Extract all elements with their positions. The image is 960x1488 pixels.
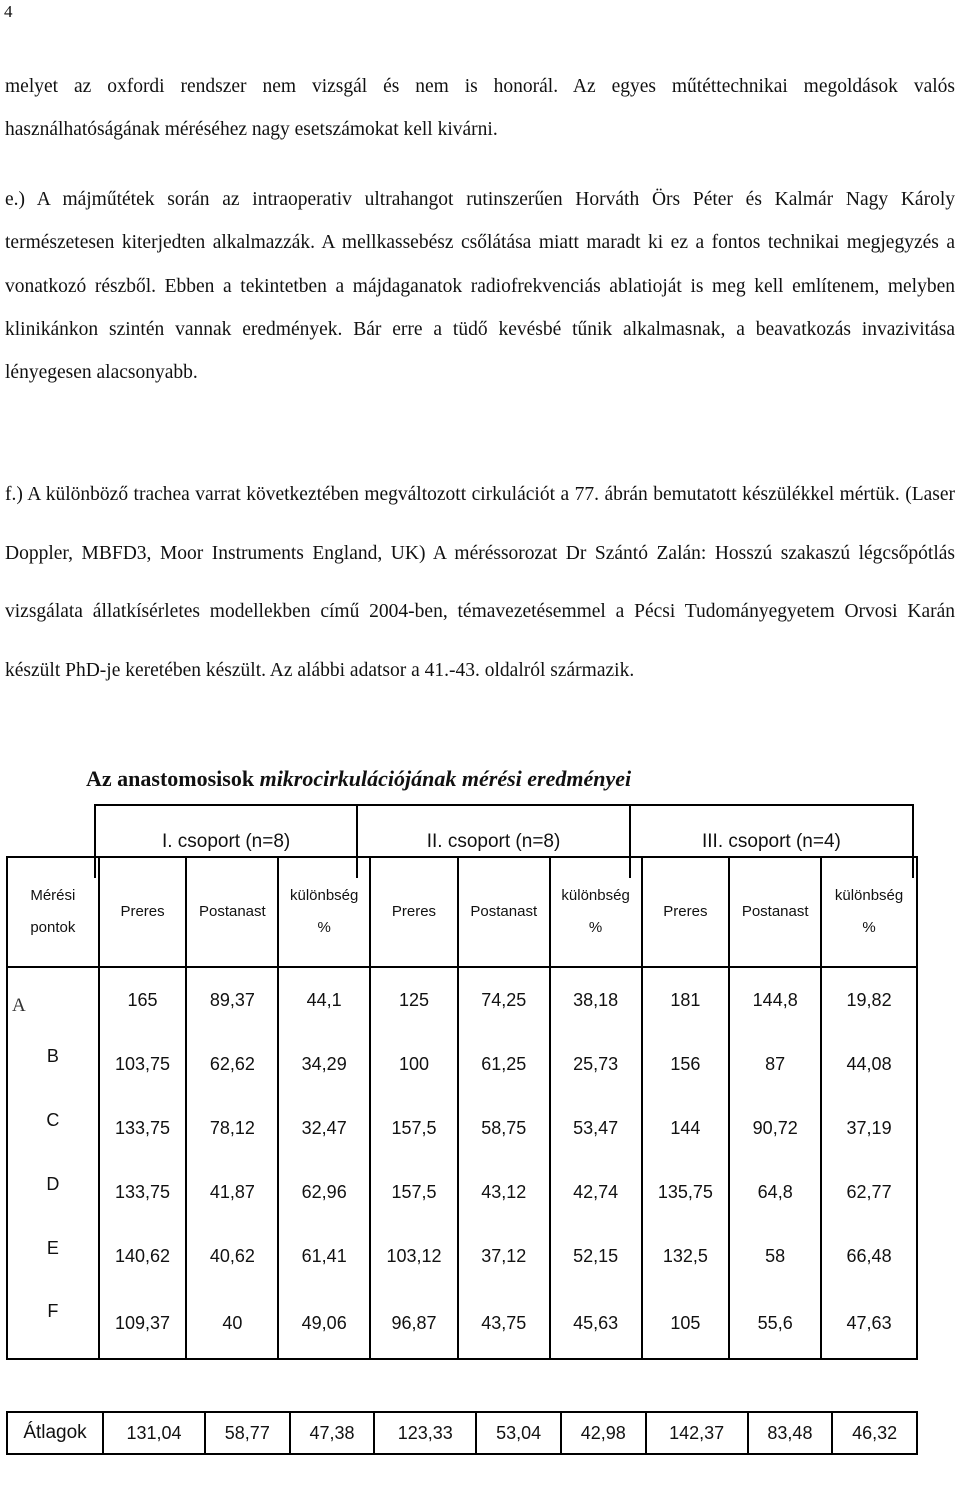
averages-table (6, 1411, 918, 1455)
table-title-plain: Az anastomosisok (86, 766, 260, 791)
table-cell: 43,75 (458, 1288, 550, 1359)
table-row (7, 967, 917, 1032)
averages-label: Átlagok (7, 1412, 103, 1454)
header-points: Mérési pontok (7, 857, 99, 967)
averages-row (7, 1412, 917, 1454)
table-row (7, 1288, 917, 1359)
row-label: B (7, 1032, 99, 1096)
table-cell: 45,63 (550, 1288, 642, 1359)
table-cell: 156 (642, 1032, 730, 1096)
table-cell: 44,08 (821, 1032, 917, 1096)
row-label: E (7, 1224, 99, 1288)
header-diff: különbség % (821, 857, 917, 967)
header-postanast: Postanast (729, 857, 821, 967)
table-cell: 157,5 (370, 1160, 458, 1224)
table-cell: 64,8 (729, 1160, 821, 1224)
table-row (7, 1224, 917, 1288)
table-title (86, 766, 631, 792)
table-cell: 19,82 (821, 967, 917, 1032)
table-cell: 44,1 (278, 967, 370, 1032)
average-cell: 58,77 (205, 1412, 290, 1454)
table-cell: 96,87 (370, 1288, 458, 1359)
table-cell: 55,6 (729, 1288, 821, 1359)
table-cell: 89,37 (186, 967, 278, 1032)
table-cell: 181 (642, 967, 730, 1032)
table-cell: 43,12 (458, 1160, 550, 1224)
table-cell: 37,12 (458, 1224, 550, 1288)
table-cell: 34,29 (278, 1032, 370, 1096)
table-cell: 144,8 (729, 967, 821, 1032)
average-cell: 131,04 (103, 1412, 205, 1454)
column-header-row (7, 857, 917, 967)
table-cell: 37,19 (821, 1096, 917, 1160)
table-cell: 90,72 (729, 1096, 821, 1160)
average-cell: 123,33 (374, 1412, 476, 1454)
table-cell: 140,62 (99, 1224, 187, 1288)
group-header-3: III. csoport (n=4) (630, 805, 913, 878)
table-cell: 61,41 (278, 1224, 370, 1288)
table-cell: 40 (186, 1288, 278, 1359)
group-header-1: I. csoport (n=8) (95, 805, 357, 878)
table-cell: 58,75 (458, 1096, 550, 1160)
row-label: C (7, 1096, 99, 1160)
average-cell: 46,32 (832, 1412, 917, 1454)
table-row (7, 1096, 917, 1160)
average-cell: 83,48 (748, 1412, 833, 1454)
table-cell: 144 (642, 1096, 730, 1160)
table-title-italic: mikrocirkulációjának mérési eredményei (259, 766, 632, 791)
page-number: 4 (4, 2, 13, 21)
table-cell: 105 (642, 1288, 730, 1359)
table-cell: 38,18 (550, 967, 642, 1032)
table-cell: 103,75 (99, 1032, 187, 1096)
average-cell: 53,04 (476, 1412, 561, 1454)
header-preres: Preres (370, 857, 458, 967)
table-cell: 53,47 (550, 1096, 642, 1160)
table-cell: 25,73 (550, 1032, 642, 1096)
row-label: F (7, 1288, 99, 1359)
table-cell: 157,5 (370, 1096, 458, 1160)
table-cell: 133,75 (99, 1160, 187, 1224)
header-preres: Preres (642, 857, 730, 967)
table-cell: 49,06 (278, 1288, 370, 1359)
table-cell: 132,5 (642, 1224, 730, 1288)
group-header-2: II. csoport (n=8) (357, 805, 630, 878)
results-table (6, 856, 918, 1360)
table-cell: 100 (370, 1032, 458, 1096)
table-cell: 40,62 (186, 1224, 278, 1288)
table-cell: 109,37 (99, 1288, 187, 1359)
table-row (7, 1160, 917, 1224)
table-cell: 103,12 (370, 1224, 458, 1288)
table-cell: 52,15 (550, 1224, 642, 1288)
table-cell: 42,74 (550, 1160, 642, 1224)
table-cell: 62,96 (278, 1160, 370, 1224)
average-cell: 142,37 (646, 1412, 748, 1454)
table-cell: 74,25 (458, 967, 550, 1032)
average-cell: 42,98 (561, 1412, 646, 1454)
table-cell: 135,75 (642, 1160, 730, 1224)
header-postanast: Postanast (458, 857, 550, 967)
table-cell: 32,47 (278, 1096, 370, 1160)
table-cell: 125 (370, 967, 458, 1032)
paragraph-oxford: melyet az oxfordi rendszer nem vizsgál és nem is honorál. Az egyes műtéttechnikai megoldások valós használhatóságának méréséhez nagy esetszámokat kell kivárni. (5, 76, 955, 140)
table-cell: 41,87 (186, 1160, 278, 1224)
table-cell: 165 (99, 967, 187, 1032)
table-cell: 61,25 (458, 1032, 550, 1096)
header-preres: Preres (99, 857, 187, 967)
table-cell: 58 (729, 1224, 821, 1288)
table-row (7, 1032, 917, 1096)
row-label: D (7, 1160, 99, 1224)
average-cell: 47,38 (290, 1412, 375, 1454)
table-cell: 87 (729, 1032, 821, 1096)
table-cell: 78,12 (186, 1096, 278, 1160)
header-diff: különbség % (550, 857, 642, 967)
table-cell: 133,75 (99, 1096, 187, 1160)
table-cell: 66,48 (821, 1224, 917, 1288)
header-diff: különbség % (278, 857, 370, 967)
table-cell: 62,77 (821, 1160, 917, 1224)
header-postanast: Postanast (186, 857, 278, 967)
table-cell: 47,63 (821, 1288, 917, 1359)
paragraph-trachea: f.) A különböző trachea varrat következtében megváltozott cirkulációt a 77. ábrán bemutatott készülékkel mértük. (Laser Doppler, MBFD3, Moor Instruments England, UK) A méréssorozat Dr Szántó Zalán: Hosszú szakaszú légcsőpótlás vizsgálata állatkísérletes modellekben című 2004-ben, témavezetésemmel a Pécsi Tudományegyetem Orvosi Karán készült PhD-je keretében készült. Az alábbi adatsor a 41.-43. oldalról származik. (5, 484, 955, 681)
table-cell: 62,62 (186, 1032, 278, 1096)
row-label: A (7, 967, 99, 1032)
paragraph-liver-surgery: e.) A májműtétek során az intraoperativ ultrahangot rutinszerűen Horváth Örs Péter és Kalmár Nagy Károly természetesen kiterjedten alkalmazzák. A mellkassebész csőlátása miatt maradt ki ez a fontos technikai megjegyzés a vonatkozó részből. Ebben a tekintetben a májdaganatok radiofrekvenciás ablatioját is meg kell említenem, melyben klinikánkon szintén vannak eredmények. Bár erre a tüdő kevésbé tűnik alkalmasnak, a beavatkozás invazivitása lényegesen alacsonyabb. (5, 189, 955, 384)
